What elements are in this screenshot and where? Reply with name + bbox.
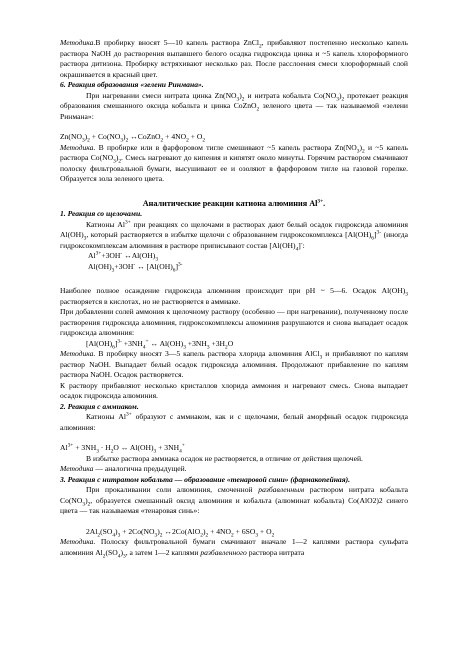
spacer [60, 185, 408, 199]
subscript: 3 [236, 96, 240, 103]
superscript: - [300, 239, 303, 246]
text-run: зеленого цвета — так называемой «зелени Ринмана»: [60, 101, 408, 121]
subscript: 3 [405, 291, 408, 298]
text-run: 6. Реакция образования «зелени Ринмана». [60, 80, 204, 89]
text-run: O [227, 338, 234, 348]
subscript: 2 [361, 148, 365, 155]
text-run: 1. Реакция со щелочами. [60, 209, 143, 218]
subscript: 3 [96, 448, 99, 455]
superscript: - [133, 260, 136, 267]
text-run: При добавлении солей аммония к щелочному раствору (особенно — при нагревании), полученному после растворения гидроксида алюминия, гидроксокомплексы алюминия разрушаются и снова выпадает осадок гидроксида алюминия: [60, 307, 408, 337]
subscript: 2 [258, 43, 262, 50]
paragraph [60, 38, 408, 80]
subscript: 6 [112, 344, 115, 351]
subscript: 2 [118, 158, 122, 165]
spacer [60, 433, 408, 443]
paragraph [60, 381, 408, 402]
text-run: + 2Co(NO [120, 526, 155, 536]
subscript: 2 [200, 532, 203, 539]
paragraph [60, 349, 408, 381]
text-run: разбавленным [258, 485, 305, 494]
superscript: 3- [177, 260, 183, 267]
text-run: раствором нитрата кобальта Co(NO [60, 485, 408, 505]
superscript: 3- [376, 229, 382, 236]
subscript: 3 [336, 96, 339, 103]
text-run: ↔2Co(AlO [162, 526, 201, 536]
subscript: 3 [82, 501, 86, 508]
text-run: и ~5 капель раствора Co(NO [60, 142, 408, 162]
text-run: +3NH [185, 338, 207, 348]
text-run: ) [84, 132, 88, 141]
text-run: ] [175, 261, 178, 271]
text-run: Методика. [60, 142, 96, 152]
text-run: ) [120, 547, 123, 557]
paragraph [60, 143, 408, 185]
paragraph [60, 199, 408, 210]
text-run: разбавленного [200, 547, 247, 557]
subscript: 4 [112, 532, 116, 539]
superscript: 3+ [124, 218, 131, 225]
text-run: [Al(OH) [86, 338, 113, 348]
text-run: Zn(NO [60, 132, 82, 141]
text-run: — аналогична предыдущей. [93, 464, 187, 473]
text-run: , прибавляют постепенно несколько капель раствора NaOH до растворения выпавшего белого осадка гидроксида цинка и ~5 капель хлороформного раствора дитизона. Пробирку встряхивают несколько раз. После расслоения смеси хлороформный слой окрашивается в красный цвет. [60, 38, 408, 79]
superscript: + [145, 337, 149, 344]
text-run: 3. Реакция с нитратом кобальта — образование «тенаровой сини» (фармакопейная). [60, 474, 351, 484]
subscript: 3 [113, 158, 116, 165]
superscript: - [120, 250, 123, 257]
subscript: 2 [341, 96, 345, 103]
text-run: Методика. [60, 38, 96, 47]
paragraph [60, 209, 408, 220]
spacer [60, 517, 408, 527]
paragraph [60, 412, 408, 433]
subscript: 3 [120, 137, 124, 144]
text-run: раствора нитрата [246, 547, 305, 557]
superscript: 3+ [317, 197, 324, 204]
subscript: 2 [160, 137, 164, 144]
subscript: 3 [81, 137, 85, 144]
text-run: растворяется в кислотах, но не растворяется в аммиаке. [60, 296, 241, 306]
spacer [60, 122, 408, 132]
subscript: 3 [155, 256, 159, 263]
text-run: ) [157, 526, 160, 536]
text-run: ] [374, 230, 377, 239]
subscript: 2 [271, 532, 275, 539]
text-run: , который растворяется в избытке щелочи с образованием гидроксокомплекса [Al(OH) [86, 230, 372, 239]
text-run: + 6SO [233, 526, 256, 536]
superscript: 3- [117, 337, 122, 344]
subscript: 3 [111, 267, 115, 274]
superscript: 3+ [67, 442, 74, 449]
text-run: +3NH [121, 338, 143, 348]
subscript: 3 [83, 235, 87, 242]
text-run: В пробирку вносят 5—10 капель раствора ZnCl [95, 38, 259, 47]
text-run: и прибавляют по каплям раствор NaOH. Выпадает белый осадок гидроксида алюминия. Продолжают прибавление по каплям раствора NaOH. Осадок растворяется. [60, 349, 408, 379]
subscript: 2 [241, 96, 245, 103]
text-run: +3OH [101, 251, 121, 260]
subscript: 4 [142, 344, 146, 351]
text-run: Al [88, 251, 96, 260]
paragraph [60, 475, 408, 486]
paragraph [60, 220, 408, 252]
subscript: 3 [154, 532, 158, 539]
subscript: 3 [183, 344, 186, 351]
text-run: ) [123, 132, 126, 141]
subscript: 3 [206, 344, 210, 351]
text-run: ↔ [Al(OH) [135, 261, 173, 271]
subscript: 2 [159, 532, 163, 539]
text-run: Al(OH) [88, 261, 112, 271]
text-run: ) [202, 526, 206, 536]
text-run: Полоску фильтровальной бумаги смачивают вначале 1—2 каплями раствора сульфата алюминия Al [60, 537, 408, 557]
text-run: Методика. [60, 537, 96, 546]
text-run: +3H [209, 338, 226, 348]
subscript: 4 [117, 553, 121, 560]
text-run: , а затем 1—2 каплями [125, 547, 201, 557]
text-run: ) [115, 153, 119, 162]
subscript: 2 [125, 137, 129, 144]
text-run: . Смесь нагревают до кипения и кипятят около минуты. Горячим раствором смачивают полоску фильтровальной бумаги, высушивают ее и озоляют в фарфоровом тигле на газовой горелке. Образуется зола зеленого цвета. [60, 153, 408, 183]
text-run: (иногда гидроксокомплексам алюминия в растворе приписывают состав [Al(OH) [60, 230, 408, 250]
text-run: +3OH [114, 261, 134, 271]
subscript: 3 [319, 354, 323, 361]
paragraph [60, 80, 408, 91]
paragraph [60, 485, 408, 517]
text-run: ) [239, 90, 242, 100]
text-run: O ↔ Al(OH) [113, 443, 154, 452]
text-run: + O [188, 132, 203, 141]
text-run: Катионы Al [86, 219, 125, 229]
superscript: + [181, 442, 185, 449]
subscript: 4 [179, 448, 182, 455]
subscript: 2 [186, 137, 189, 144]
text-run: Методика. [60, 349, 96, 358]
subscript: 2 [205, 532, 209, 539]
text-run: ↔ Al(OH) [148, 338, 184, 348]
text-run: В пробирку вносят 3—5 капель раствора хлорида алюминия AlCl [95, 349, 320, 358]
text-run: + O [258, 526, 272, 536]
subscript: 3 [117, 532, 121, 539]
text-run: Al [60, 443, 68, 452]
subscript: 6 [172, 267, 176, 274]
text-run: Катионы Al [86, 412, 126, 421]
paragraph [60, 527, 408, 538]
text-run: (SO [105, 547, 118, 557]
text-run: Аналитические реакции катиона алюминия Al [142, 198, 318, 208]
superscript: 3+ [95, 250, 102, 257]
text-run: К раствору прибавляют несколько кристаллов хлорида аммония и нагревают смесь. Снова выпадает осадок гидроксида алюминия. [60, 380, 408, 400]
text-run: + 4NO [208, 526, 232, 536]
paragraph [60, 339, 408, 350]
text-run: + 3NH [73, 443, 97, 452]
spacer [60, 272, 408, 286]
text-run: 2Al [86, 526, 98, 536]
text-run: ) [359, 142, 362, 152]
text-run: (SO [100, 526, 113, 536]
text-run: ) [115, 526, 118, 536]
document-page [60, 38, 408, 558]
text-run: · H [98, 443, 111, 452]
paragraph [60, 537, 408, 558]
subscript: 3 [255, 532, 259, 539]
text-run: протекает реакция образования смешанного оксида кобальта и цинка CoZnO [60, 90, 408, 110]
paragraph [60, 443, 408, 454]
paragraph [60, 454, 408, 465]
text-run: 2. Реакция с аммиаком. [60, 401, 139, 411]
paragraph [60, 402, 408, 413]
text-run: В пробирке или в фарфоровом тигле смешивают ~5 капель раствора Zn(NO [95, 142, 357, 152]
text-run: ) [338, 90, 342, 100]
subscript: 2 [97, 532, 101, 539]
subscript: 3 [153, 448, 157, 455]
text-run: ] [114, 338, 118, 348]
paragraph [60, 251, 408, 262]
subscript: 2 [231, 532, 234, 539]
text-run: ↔CoZnO [128, 132, 161, 141]
text-run: ] [298, 240, 301, 250]
subscript: 2 [87, 137, 90, 144]
text-run: : [302, 240, 305, 250]
text-run: + Co(NO [89, 132, 121, 141]
paragraph [60, 262, 408, 273]
text-run: . [323, 198, 326, 208]
text-run: образуют с аммиаком, как и с щелочами, белый аморфный осадок гидроксида алюминия: [60, 412, 408, 432]
subscript: 3 [356, 148, 360, 155]
text-run: + 3NH [156, 443, 180, 452]
paragraph [60, 307, 408, 339]
subscript: 2 [256, 106, 260, 113]
text-run: при реакциях со щелочами в растворах дают белый осадок гидроксида алюминия Al(OH) [60, 219, 408, 239]
paragraph [60, 464, 408, 475]
text-run: ↔Al(OH) [122, 251, 156, 260]
text-run: При нагревании смеси нитрата цинка Zn(NO [86, 90, 237, 100]
text-run: , образуется смешанный оксид алюминия и кобальта (алюминат кобальта) Co(AlO2)2 синего цвета — так называемая «тенаровая синь»: [60, 495, 408, 515]
paragraph [60, 286, 408, 307]
subscript: 3 [122, 553, 126, 560]
subscript: 6 [371, 235, 374, 242]
subscript: 2 [87, 501, 91, 508]
subscript: 2 [110, 448, 114, 455]
text-run: В избытке раствора аммиака осадок не растворяется, в отличие от действия щелочей. [86, 453, 363, 463]
subscript: 2 [225, 344, 228, 351]
text-run: При прокаливании соли алюминия, смоченной [86, 485, 259, 494]
text-run: ) [85, 495, 88, 505]
text-run: Методика [60, 464, 94, 473]
superscript: 3+ [125, 411, 132, 418]
paragraph [60, 132, 408, 143]
paragraph [60, 91, 408, 123]
subscript: 2 [202, 137, 206, 144]
subscript: 2 [102, 553, 106, 560]
subscript: 4 [295, 246, 299, 253]
text-run: Наиболее полное осаждение гидроксида алюминия происходит при pH ~ 5—6. Осадок Al(OH) [60, 286, 406, 295]
text-run: + 4NO [163, 132, 187, 141]
text-run: и нитрата кобальта Co(NO [244, 90, 337, 100]
